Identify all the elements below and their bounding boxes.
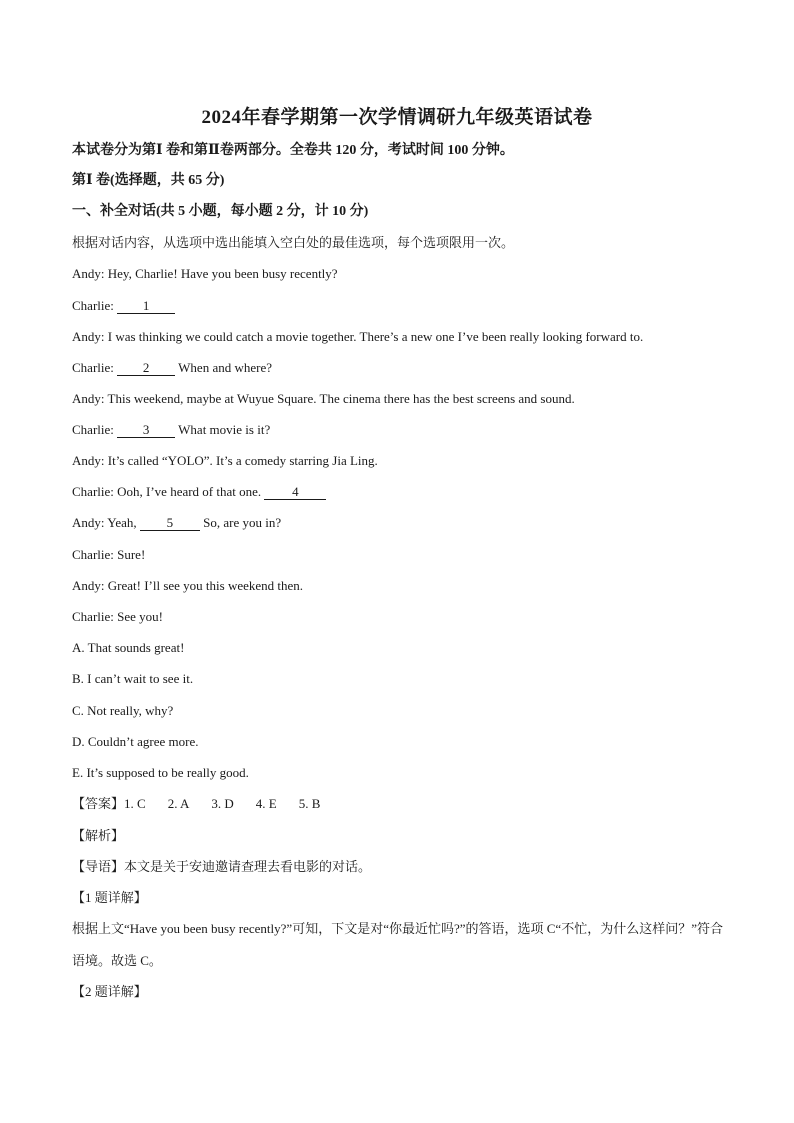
dialogue-line: Andy: I was thinking we could catch a movie together. There’s a new one I’ve been really looking forward to. xyxy=(72,329,644,344)
dialogue-line: Andy: This weekend, maybe at Wuyue Square. The cinema there has the best screens and sound. xyxy=(72,391,575,406)
answer-item: 5. B xyxy=(298,796,321,811)
dialogue-line: Charlie: Sure! xyxy=(72,547,146,562)
option-c: C. Not really, why? xyxy=(72,703,174,718)
answer-tag: 【答案】 xyxy=(72,796,125,811)
q1-detail: 根据上文“Have you been busy recently?”可知，下文是对“你最近忙吗?”的答语，选项 C“不忙，为什么这样问？”符合语境。故选 C。 xyxy=(72,921,723,968)
option-d: D. Couldn’t agree more. xyxy=(72,734,199,749)
q1-heading: 【1 题详解】 xyxy=(72,890,147,905)
guide-text: 【导语】本文是关于安迪邀请查理去看电影的对话。 xyxy=(72,859,372,874)
q2-heading: 【2 题详解】 xyxy=(72,984,147,999)
dialogue-text: What movie is it? xyxy=(175,422,271,437)
section-instruction: 根据对话内容，从选项中选出能填入空白处的最佳选项，每个选项限用一次。 xyxy=(72,235,515,250)
analysis-tag: 【解析】 xyxy=(72,828,125,843)
answer-line xyxy=(72,794,724,814)
dialogue-line xyxy=(72,420,724,440)
dialogue-line xyxy=(72,513,724,533)
blank-4: 4 xyxy=(264,484,326,500)
dialogue-line xyxy=(72,482,724,502)
option-b: B. I can’t wait to see it. xyxy=(72,671,194,686)
dialogue-text: When and where? xyxy=(175,360,272,375)
page-title: 2024年春学期第一次学情调研九年级英语试卷 xyxy=(201,107,593,128)
section-heading: 一、补全对话(共 5 小题，每小题 2 分，计 10 分) xyxy=(72,204,369,219)
dialogue-text: Andy: Yeah, xyxy=(72,515,140,530)
blank-2: 2 xyxy=(117,360,175,376)
part-heading: 第Ⅰ 卷(选择题，共 65 分) xyxy=(72,173,225,188)
blank-3: 3 xyxy=(117,422,175,438)
answer-item: 1. C xyxy=(124,796,146,811)
answer-item: 2. A xyxy=(167,796,190,811)
dialogue-line xyxy=(72,358,724,378)
dialogue-text: So, are you in? xyxy=(199,515,282,530)
dialogue-line xyxy=(72,296,724,316)
dialogue-line: Charlie: See you! xyxy=(72,609,163,624)
dialogue-line: Andy: Hey, Charlie! Have you been busy recently? xyxy=(72,266,338,281)
speaker-label: Charlie: xyxy=(72,422,118,437)
answer-item: 4. E xyxy=(255,796,277,811)
dialogue-text: Charlie: Ooh, I’ve heard of that one. xyxy=(72,484,265,499)
option-e: E. It’s supposed to be really good. xyxy=(72,765,249,780)
option-a: A. That sounds great! xyxy=(72,640,185,655)
speaker-label: Charlie: xyxy=(72,360,118,375)
answer-item: 3. D xyxy=(211,796,234,811)
dialogue-line: Andy: Great! I’ll see you this weekend then. xyxy=(72,578,304,593)
blank-1: 1 xyxy=(117,298,175,314)
dialogue-line: Andy: It’s called “YOLO”. It’s a comedy starring Jia Ling. xyxy=(72,453,378,468)
exam-intro: 本试卷分为第Ⅰ 卷和第Ⅱ卷两部分。全卷共 120 分，考试时间 100 分钟。 xyxy=(72,143,514,158)
speaker-label: Charlie: xyxy=(72,298,118,313)
blank-5: 5 xyxy=(140,515,200,531)
